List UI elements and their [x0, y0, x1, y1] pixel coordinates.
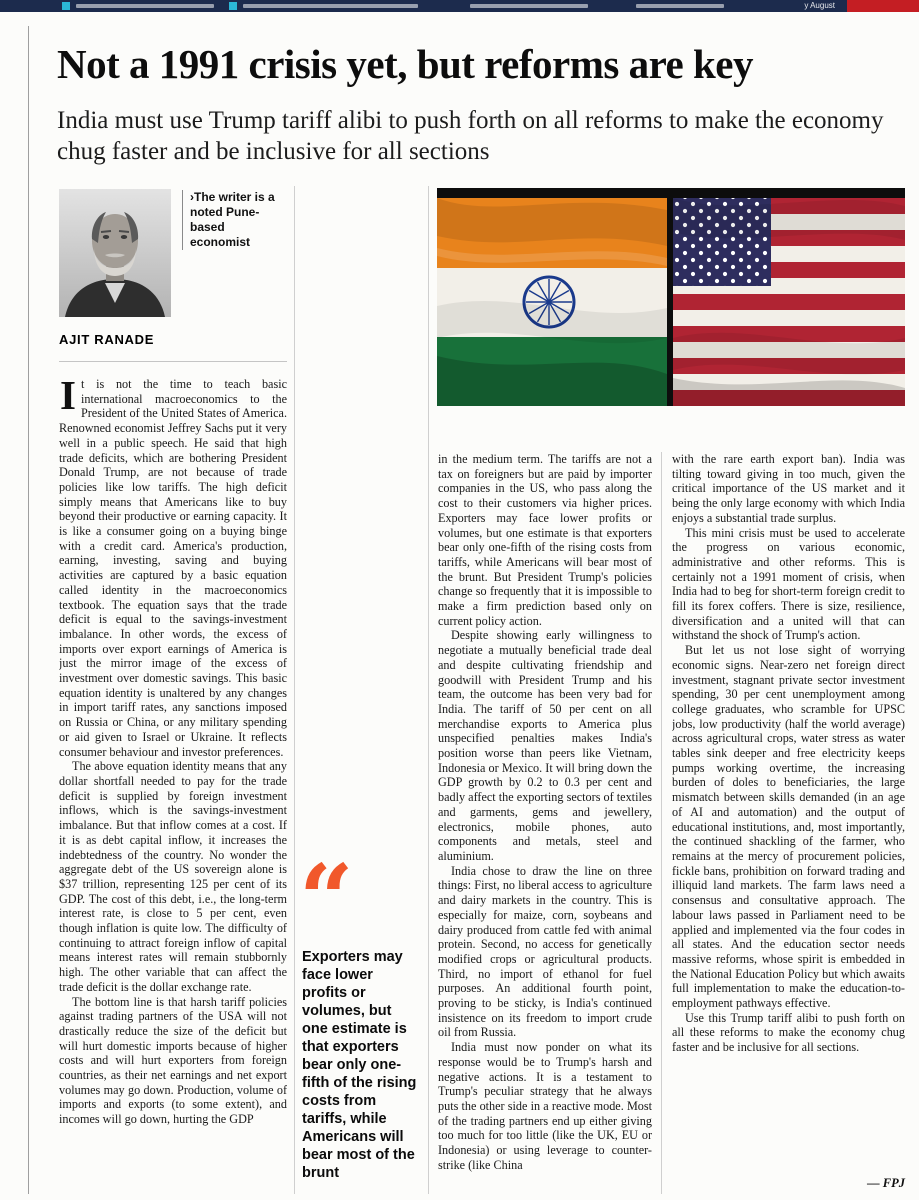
site-topbar — [0, 0, 919, 12]
topbar-text-ghost — [243, 4, 418, 8]
body-column-2 — [438, 452, 652, 1194]
column-rule — [294, 186, 295, 1194]
author-name: AJIT RANADE — [59, 332, 155, 347]
author-photo — [59, 189, 171, 317]
paragraph: Despite showing early willingness to negotiate a mutually beneficial trade deal and despite cultivating friendship and goodwill with President Trump and his team, the outcome has been very bad for India. The tariff of 50 per cent on all merchandise exports to America plus unspecified penalties makes India's position worse than peers like Vietnam, Indonesia or Mexico. It will bring down the GDP growth by 0.2 to 0.3 per cent and badly affect the exporting sectors of textiles and garments, gems and jewellery, electronics, mobile phones, auto components and metals, steel and aluminium. — [438, 628, 652, 863]
india-us-flags-image — [437, 188, 905, 406]
pull-quote-mark-icon: “ — [299, 844, 354, 955]
topbar-text-ghost — [76, 4, 214, 8]
paragraph: This mini crisis must be used to accelerate the progress on various economic, administrative and other reforms. This is certainly not a 1991 moment of crisis, when India had to beg for short-term foreign credit to fill its forex coffers. There is size, resilience, diversification and a united will that can withstand the shock of Trump's action. — [672, 525, 905, 643]
pull-quote-text: Exporters may face lower profits or volumes, but one estimate is that exporters bear only one-fifth of the rising costs from tariffs, while Americans will bear most of the brunt — [302, 949, 417, 1181]
paragraph: The bottom line is that harsh tariff policies against trading partners of the USA will not drastically reduce the size of the deficit but will hurt domestic imports because of higher costs and will hurt exporters from foreign countries, as their net earnings and net export volumes may go down. Production, volume of imports and exports (to some extent), and incomes will go down, hurting the GDP — [59, 994, 287, 1127]
paragraph: India must now ponder on what its response would be to Trump's harsh and negative actions. It is a testament to Trump's peculiar strategy that he always puts the other side in a reactive mode. Most of the trading partners end up either giving too much for too little (like the UK, EU or Indonesia) or using leverage to counter-strike (like China — [438, 1040, 652, 1172]
paragraph: Use this Trump tariff alibi to push forth on all these reforms to make the economy chug faster and be inclusive for all sections. — [672, 1010, 905, 1055]
headline: Not a 1991 crisis yet, but reforms are key — [57, 41, 753, 87]
topbar-date-fragment: y August — [804, 1, 835, 10]
topbar-text-ghost — [636, 4, 724, 8]
body-column-1 — [59, 377, 287, 1194]
paragraph: India chose to draw the line on three things: First, no liberal access to agriculture and dairy markets in the country. This is especially for maize, corn, soybeans and dairy produced from cattle fed with animal protein. Second, no access for genetically modified crops or agricultural products. Third, no import of ethanol for fuel purposes. An additional fourth point, proving to be sticky, is India's continued insistence on its freedom to import crude oil from Russia. — [438, 863, 652, 1040]
page-left-rule — [28, 26, 29, 1194]
paragraph: in the medium term. The tariffs are not a tax on foreigners but are paid by importer companies in the US, who pass along the cost to their customers via higher prices. Exporters may face lower profits or volumes, but one estimate is that exporters bear only one-fifth of the rising costs from tariffs, while Americans will bear most of the brunt. But President Trump's policies change so frequently that it is impossible to make a firm prediction based only on current policy action. — [438, 452, 652, 628]
column-rule — [661, 452, 662, 1194]
paragraph: It is not the time to teach basic international macroeconomics to the President of the United States of America. Renowned economist Jeffrey Sachs put it very well in a public speech. He said that high trade deficits, which are bothering President Donald Trump, are not because of trade policies like low tariffs. The high deficit simply means that Americans like to buy beyond their productive or earning capacity. It is like a consumer going on a buying binge with a credit card. America's production, earning, investing, saving and buying activities are captured by a basic equation called identity in the macroeconomics textbook. The equation says that the trade deficit is equal to the savings-investment imbalance. In other words, the excess of imports over export earnings of America is just the mirror image of the excess of investment over domestic savings. This basic equation identity is unaltered by any changes in import tariff rates, any sanctions imposed on Russia or China, or any military spending or aid given to Israel or Ukraine. It reflects consumer behaviour and investor preferences. — [59, 377, 287, 759]
topbar-app-icon[interactable] — [62, 2, 70, 10]
topbar-app-icon[interactable] — [229, 2, 237, 10]
topbar-red-button[interactable] — [847, 0, 919, 12]
byline-rule — [59, 361, 287, 362]
paragraph: The above equation identity means that any dollar shortfall needed to pay for the trade deficit is supplied by foreign investment inflows, which is the savings-investment imbalance. But that inflow comes at a cost. If it is as debt capital inflow, it increases the indebtedness of the country. No wonder the aggregate debt of the US sovereign alone is $37 trillion, representing 125 per cent of its GDP. The cost of this debt, i.e., the long-term interest rate, is close to 5 per cent, even though inflation is quite low. The difficulty of continuing to attract foreign inflow of capital means interest rates will remain stubbornly high. The other variable that can affect the trade deficit is the dollar exchange rate. — [59, 759, 287, 994]
article-sign-off: — FPJ — [867, 1176, 905, 1190]
author-note: ›The writer is a noted Pune-based economist — [182, 190, 288, 250]
subheadline: India must use Trump tariff alibi to push forth on all reforms to make the economy chug faster and be inclusive for all sections — [57, 107, 884, 165]
paragraph: But let us not lose sight of worrying economic signs. Near-zero net foreign direct investment, stagnant private sector investment spending, 30 per cent unemployment among college graduates, who scramble for UPSC jobs, low productivity (half the world average) across agricultural crops, water stress as water tables sink deeper and free electricity keeps pumps working overtime, the increasing burden of doles to beneficiaries, the large mismatch between skills demanded (in an age of AI and automation) and the output of educational institutions, and, most importantly, the continued shackling of the farmer, who remains at the mercy of procurement policies, fickle bans, prohibition on forward trading and illiquid land markets. The farm laws need a consensus and consultative approach. The labour laws passed in Parliament need to be applied and implemented via the four codes in all states. And the education sector needs massive reforms, whose spirit is embedded in the National Education Policy but which awaits full implementation to make the education-to-employment pathways effective. — [672, 643, 905, 1011]
author-portrait-image — [59, 189, 171, 317]
column-rule — [428, 186, 429, 1194]
topbar-text-ghost — [470, 4, 588, 8]
paragraph: with the rare earth export ban). India was tilting toward giving in too much, given the critical importance of the US market and it being the only large economy with which India enjoys a substantial trade surplus. — [672, 452, 905, 525]
body-column-3 — [672, 452, 905, 1194]
